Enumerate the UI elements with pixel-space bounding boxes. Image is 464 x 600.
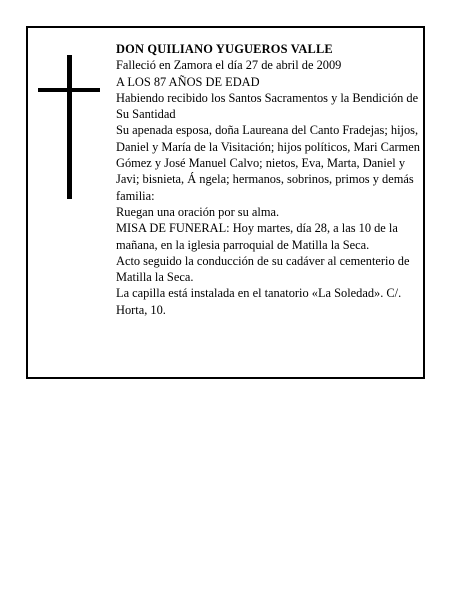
deceased-name: DON QUILIANO YUGUEROS VALLE: [116, 42, 333, 56]
family-paragraph: Su apenada esposa, doña Laureana del Canto Fradejas; hijos, Daniel y María de la Visitación; hijos políticos, Mari Carmen Gómez y José Manuel Calvo; nietos, Eva, Marta, Daniel y Javi; bisnieta, Á ngela; hermanos, sobrinos, primos y demás familia:: [116, 123, 420, 203]
latin-cross-icon: [38, 55, 100, 199]
notice-text: [116, 41, 422, 318]
age-line: A LOS 87 AÑOS DE EDAD: [116, 74, 260, 89]
chapel-location: La capilla está instalada en el tanatorio «La Soledad». C/. Horta, 10.: [116, 286, 402, 317]
cross-horizontal-bar: [38, 88, 100, 92]
burial-paragraph: Acto seguido la conducción de su cadáver al cementerio de Matilla la Seca.: [116, 253, 410, 285]
prayer-request: Ruegan una oración por su alma.: [116, 204, 280, 219]
cross-vertical-bar: [67, 55, 72, 199]
death-date-line: Falleció en Zamora el día 27 de abril de 2009: [116, 58, 342, 73]
funeral-mass-paragraph: MISA DE FUNERAL: Hoy martes, día 28, a las 10 de la mañana, en la iglesia parroquial de Matilla la Seca.: [116, 221, 398, 252]
obituary-notice: [26, 26, 425, 379]
sacraments-line: Habiendo recibido los Santos Sacramentos y la Bendición de Su Santidad: [116, 90, 419, 122]
